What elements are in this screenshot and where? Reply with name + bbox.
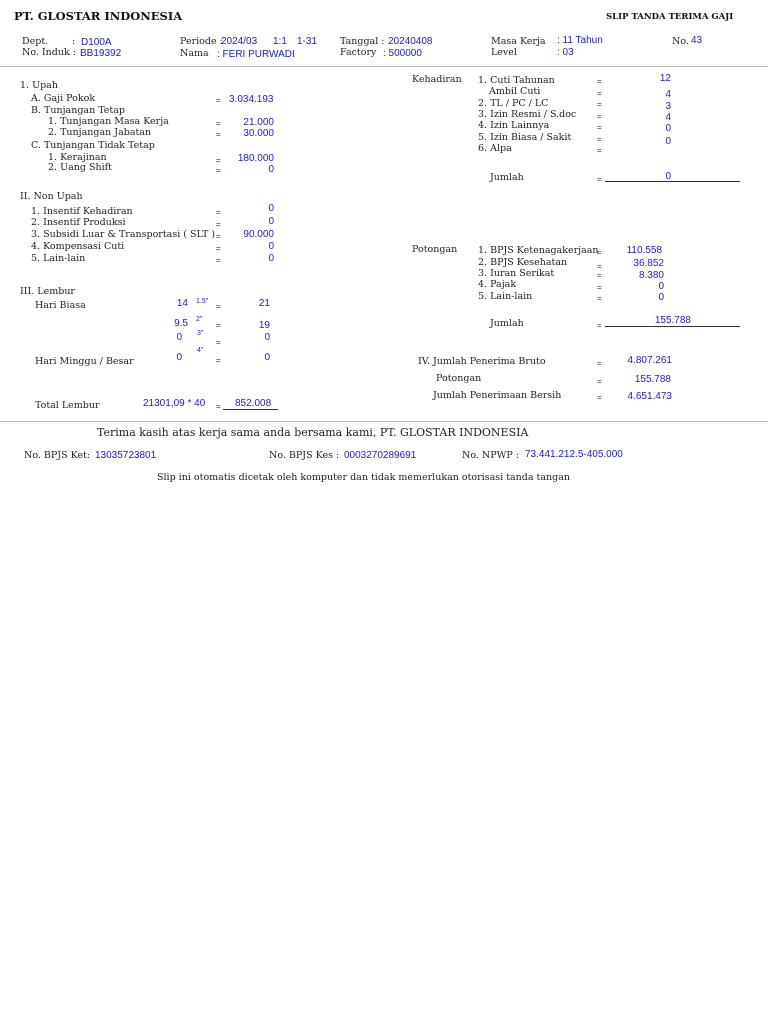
non-upah-item-value: 0: [268, 241, 274, 252]
potongan-item-label: 4. Pajak: [478, 279, 517, 290]
bersih-label: Jumlah Penerimaan Bersih: [433, 390, 562, 401]
tunjangan-tetap-label: B. Tunjangan Tetap: [31, 105, 125, 116]
kehadiran-item-eq: =: [597, 77, 602, 86]
slip-no-value: 43: [691, 35, 703, 46]
slip-title: SLIP TANDA TERIMA GAJI: [606, 12, 734, 22]
total-lembur-underline: [223, 409, 278, 410]
potongan-jumlah-value: 155.788: [654, 315, 691, 326]
bpjs-ket-label: No. BPJS Ket:: [24, 450, 91, 461]
potongan-item-value: 0: [658, 292, 664, 303]
non-upah-item-label: 2. Insentif Produksi: [31, 217, 126, 228]
non-upah-item-value: 0: [268, 253, 274, 264]
uang-shift-value: 0: [268, 164, 274, 175]
kehadiran-item-label: 2. TL / PC / LC: [478, 98, 549, 109]
footer-divider: [0, 421, 768, 422]
dept-value: D100A: [81, 37, 112, 48]
gaji-pokok-value: 3.034.193: [229, 94, 274, 105]
potongan-item-label: 3. Iuran Serikat: [478, 268, 555, 279]
kehadiran-item-label: 1. Cuti Tahunan: [478, 75, 555, 86]
induk-label: No. Induk :: [22, 47, 76, 58]
tunjangan-masa-kerja-eq: =: [216, 119, 221, 128]
masa-kerja-label: Masa Kerja: [491, 36, 546, 47]
factory-label: Factory: [340, 47, 377, 58]
non-upah-item-value: 90.000: [243, 229, 274, 240]
level-label: Level: [491, 47, 517, 58]
lembur-multiplier: 1.5": [196, 298, 209, 305]
kehadiran-jumlah-underline: [605, 181, 740, 182]
tunjangan-jabatan-label: 2. Tunjangan Jabatan: [48, 127, 152, 138]
non-upah-heading: II. Non Upah: [20, 191, 83, 202]
tanggal-value: 20240408: [388, 36, 433, 47]
tunjangan-jabatan-eq: =: [216, 130, 221, 139]
kehadiran-item-label: 4. Izin Lainnya: [478, 120, 550, 131]
kehadiran-item-label: 5. Izin Biasa / Sakit: [478, 132, 572, 143]
lembur-hours: 9.5: [174, 318, 188, 329]
summary-potongan-value: 155.788: [634, 374, 671, 385]
lembur-multiplier: 2": [196, 316, 203, 323]
lembur-value: 21: [258, 298, 270, 309]
masa-kerja-value: : 11 Tahun: [557, 35, 603, 46]
lembur-value: 0: [264, 352, 270, 363]
induk-value: BB19392: [80, 48, 122, 59]
periode-ratio: 1:1: [273, 36, 287, 47]
lembur-hours: 0: [176, 352, 182, 363]
dept-label: Dept.: [22, 36, 49, 47]
auto-print-note: Slip ini otomatis dicetak oleh komputer dan tidak memerlukan otorisasi tanda tangan: [157, 472, 571, 483]
potongan-item-label: 1. BPJS Ketenagakerjaan: [478, 245, 599, 256]
uang-shift-eq: =: [216, 166, 221, 175]
uang-shift-label: 2. Uang Shift: [48, 162, 112, 173]
bruto-eq: =: [597, 359, 602, 368]
lembur-hours: 14: [176, 298, 188, 309]
tunjangan-masa-kerja-value: 21.000: [243, 117, 274, 128]
kerajinan-value: 180.000: [237, 153, 274, 164]
bpjs-ket-value: 13035723801: [95, 450, 157, 461]
kerajinan-label: 1. Kerajinan: [48, 152, 107, 163]
bersih-value: 4.651.473: [627, 391, 672, 402]
gaji-pokok-label: A. Gaji Pokok: [31, 93, 96, 104]
thanks-message: Terima kasih atas kerja sama anda bersama kami, PT. GLOSTAR INDONESIA: [97, 426, 529, 439]
tunjangan-jabatan-value: 30.000: [243, 128, 274, 139]
lembur-multiplier: 4": [197, 347, 204, 354]
potongan-heading: Potongan: [412, 244, 458, 255]
tunjangan-masa-kerja-label: 1. Tunjangan Masa Kerja: [48, 116, 169, 127]
hari-biasa-label: Hari Biasa: [35, 300, 86, 311]
summary-potongan-label: Potongan: [436, 373, 482, 384]
nama-value: : FERI PURWADI: [217, 49, 295, 60]
bpjs-kes-value: 0003270289691: [344, 450, 417, 461]
bruto-label: IV. Jumlah Penerima Bruto: [418, 356, 546, 367]
kehadiran-item-eq: =: [597, 146, 602, 155]
total-lembur-label: Total Lembur: [35, 400, 100, 411]
kehadiran-item-value: 3: [665, 101, 671, 112]
total-lembur-value: 852.008: [235, 398, 272, 409]
potongan-jumlah-label: Jumlah: [490, 318, 524, 329]
kehadiran-item-eq: =: [597, 89, 602, 98]
periode-range: 1-31: [297, 36, 318, 47]
non-upah-item-label: 5. Lain-lain: [31, 253, 86, 264]
level-value: : 03: [557, 47, 574, 58]
npwp-label: No. NPWP :: [462, 450, 519, 461]
potongan-item-label: 5. Lain-lain: [478, 291, 533, 302]
non-upah-item-eq: =: [216, 208, 221, 217]
non-upah-item-eq: =: [216, 256, 221, 265]
kehadiran-item-value: 4: [665, 112, 671, 123]
periode-value: 2024/03: [221, 36, 258, 47]
kehadiran-item-value: 12: [659, 73, 671, 84]
non-upah-item-value: 0: [268, 203, 274, 214]
hari-minggu-label: Hari Minggu / Besar: [35, 356, 134, 367]
potongan-item-eq: =: [597, 271, 602, 280]
upah-heading: 1. Upah: [20, 80, 58, 91]
slip-no-label: No.: [672, 36, 689, 47]
non-upah-item-label: 3. Subsidi Luar & Transportasi ( SLT ): [31, 229, 216, 240]
periode-label: Periode :: [180, 36, 223, 47]
kehadiran-item-eq: =: [597, 100, 602, 109]
summary-potongan-eq: =: [597, 377, 602, 386]
non-upah-item-label: 1. Insentif Kehadiran: [31, 206, 133, 217]
total-lembur-eq: =: [216, 402, 221, 411]
lembur-eq: =: [216, 302, 221, 311]
tunjangan-tidak-tetap-label: C. Tunjangan Tidak Tetap: [31, 140, 155, 151]
tanggal-label: Tanggal :: [340, 36, 385, 47]
kehadiran-jumlah-label: Jumlah: [490, 172, 524, 183]
header-divider: [0, 66, 768, 67]
lembur-multiplier: 3": [197, 330, 204, 337]
lembur-value: 0: [264, 332, 270, 343]
kehadiran-jumlah-eq: =: [597, 175, 602, 184]
dept-colon: :: [72, 36, 76, 47]
bpjs-kes-label: No. BPJS Kes :: [269, 450, 340, 461]
potongan-item-eq: =: [597, 294, 602, 303]
kehadiran-item-value: 0: [665, 123, 671, 134]
potongan-item-value: 0: [658, 281, 664, 292]
kehadiran-item-eq: =: [597, 135, 602, 144]
npwp-value: 73.441.212.5-405.000: [525, 449, 623, 460]
kehadiran-jumlah-value: 0: [665, 171, 671, 182]
factory-value: : 500000: [383, 48, 422, 59]
potongan-item-value: 8.380: [638, 270, 664, 281]
lembur-eq: =: [216, 356, 221, 365]
kehadiran-item-label: 6. Alpa: [478, 143, 512, 154]
lembur-value: 19: [258, 320, 270, 331]
kehadiran-item-value: 4: [665, 89, 671, 100]
kehadiran-item-eq: =: [597, 112, 602, 121]
bruto-value: 4.807.261: [627, 355, 672, 366]
non-upah-item-eq: =: [216, 244, 221, 253]
lembur-heading: III. Lembur: [20, 286, 75, 297]
kehadiran-item-label: Ambil Cuti: [489, 86, 541, 97]
non-upah-item-value: 0: [268, 216, 274, 227]
potongan-jumlah-underline: [605, 326, 740, 327]
potongan-item-eq: =: [597, 248, 602, 257]
kehadiran-item-label: 3. Izin Resmi / S.doc: [478, 109, 577, 120]
potongan-jumlah-eq: =: [597, 321, 602, 330]
potongan-item-value: 36.852: [633, 258, 664, 269]
gaji-pokok-eq: =: [216, 96, 221, 105]
potongan-item-label: 2. BPJS Kesehatan: [478, 257, 568, 268]
lembur-hours: 0: [176, 332, 182, 343]
non-upah-item-eq: =: [216, 220, 221, 229]
potongan-item-eq: =: [597, 283, 602, 292]
non-upah-item-eq: =: [216, 232, 221, 241]
kehadiran-heading: Kehadiran: [412, 74, 462, 85]
bersih-eq: =: [597, 393, 602, 402]
lembur-eq: =: [216, 321, 221, 330]
non-upah-item-label: 4. Kompensasi Cuti: [31, 241, 125, 252]
kerajinan-eq: =: [216, 156, 221, 165]
lembur-eq: =: [216, 338, 221, 347]
kehadiran-item-eq: =: [597, 123, 602, 132]
kehadiran-item-value: 0: [665, 136, 671, 147]
nama-label: Nama: [180, 48, 209, 59]
total-lembur-formula: 21301,09 * 40: [143, 398, 206, 409]
potongan-item-value: 110.558: [626, 245, 662, 256]
company-name: PT. GLOSTAR INDONESIA: [14, 9, 183, 23]
potongan-item-eq: =: [597, 262, 602, 271]
